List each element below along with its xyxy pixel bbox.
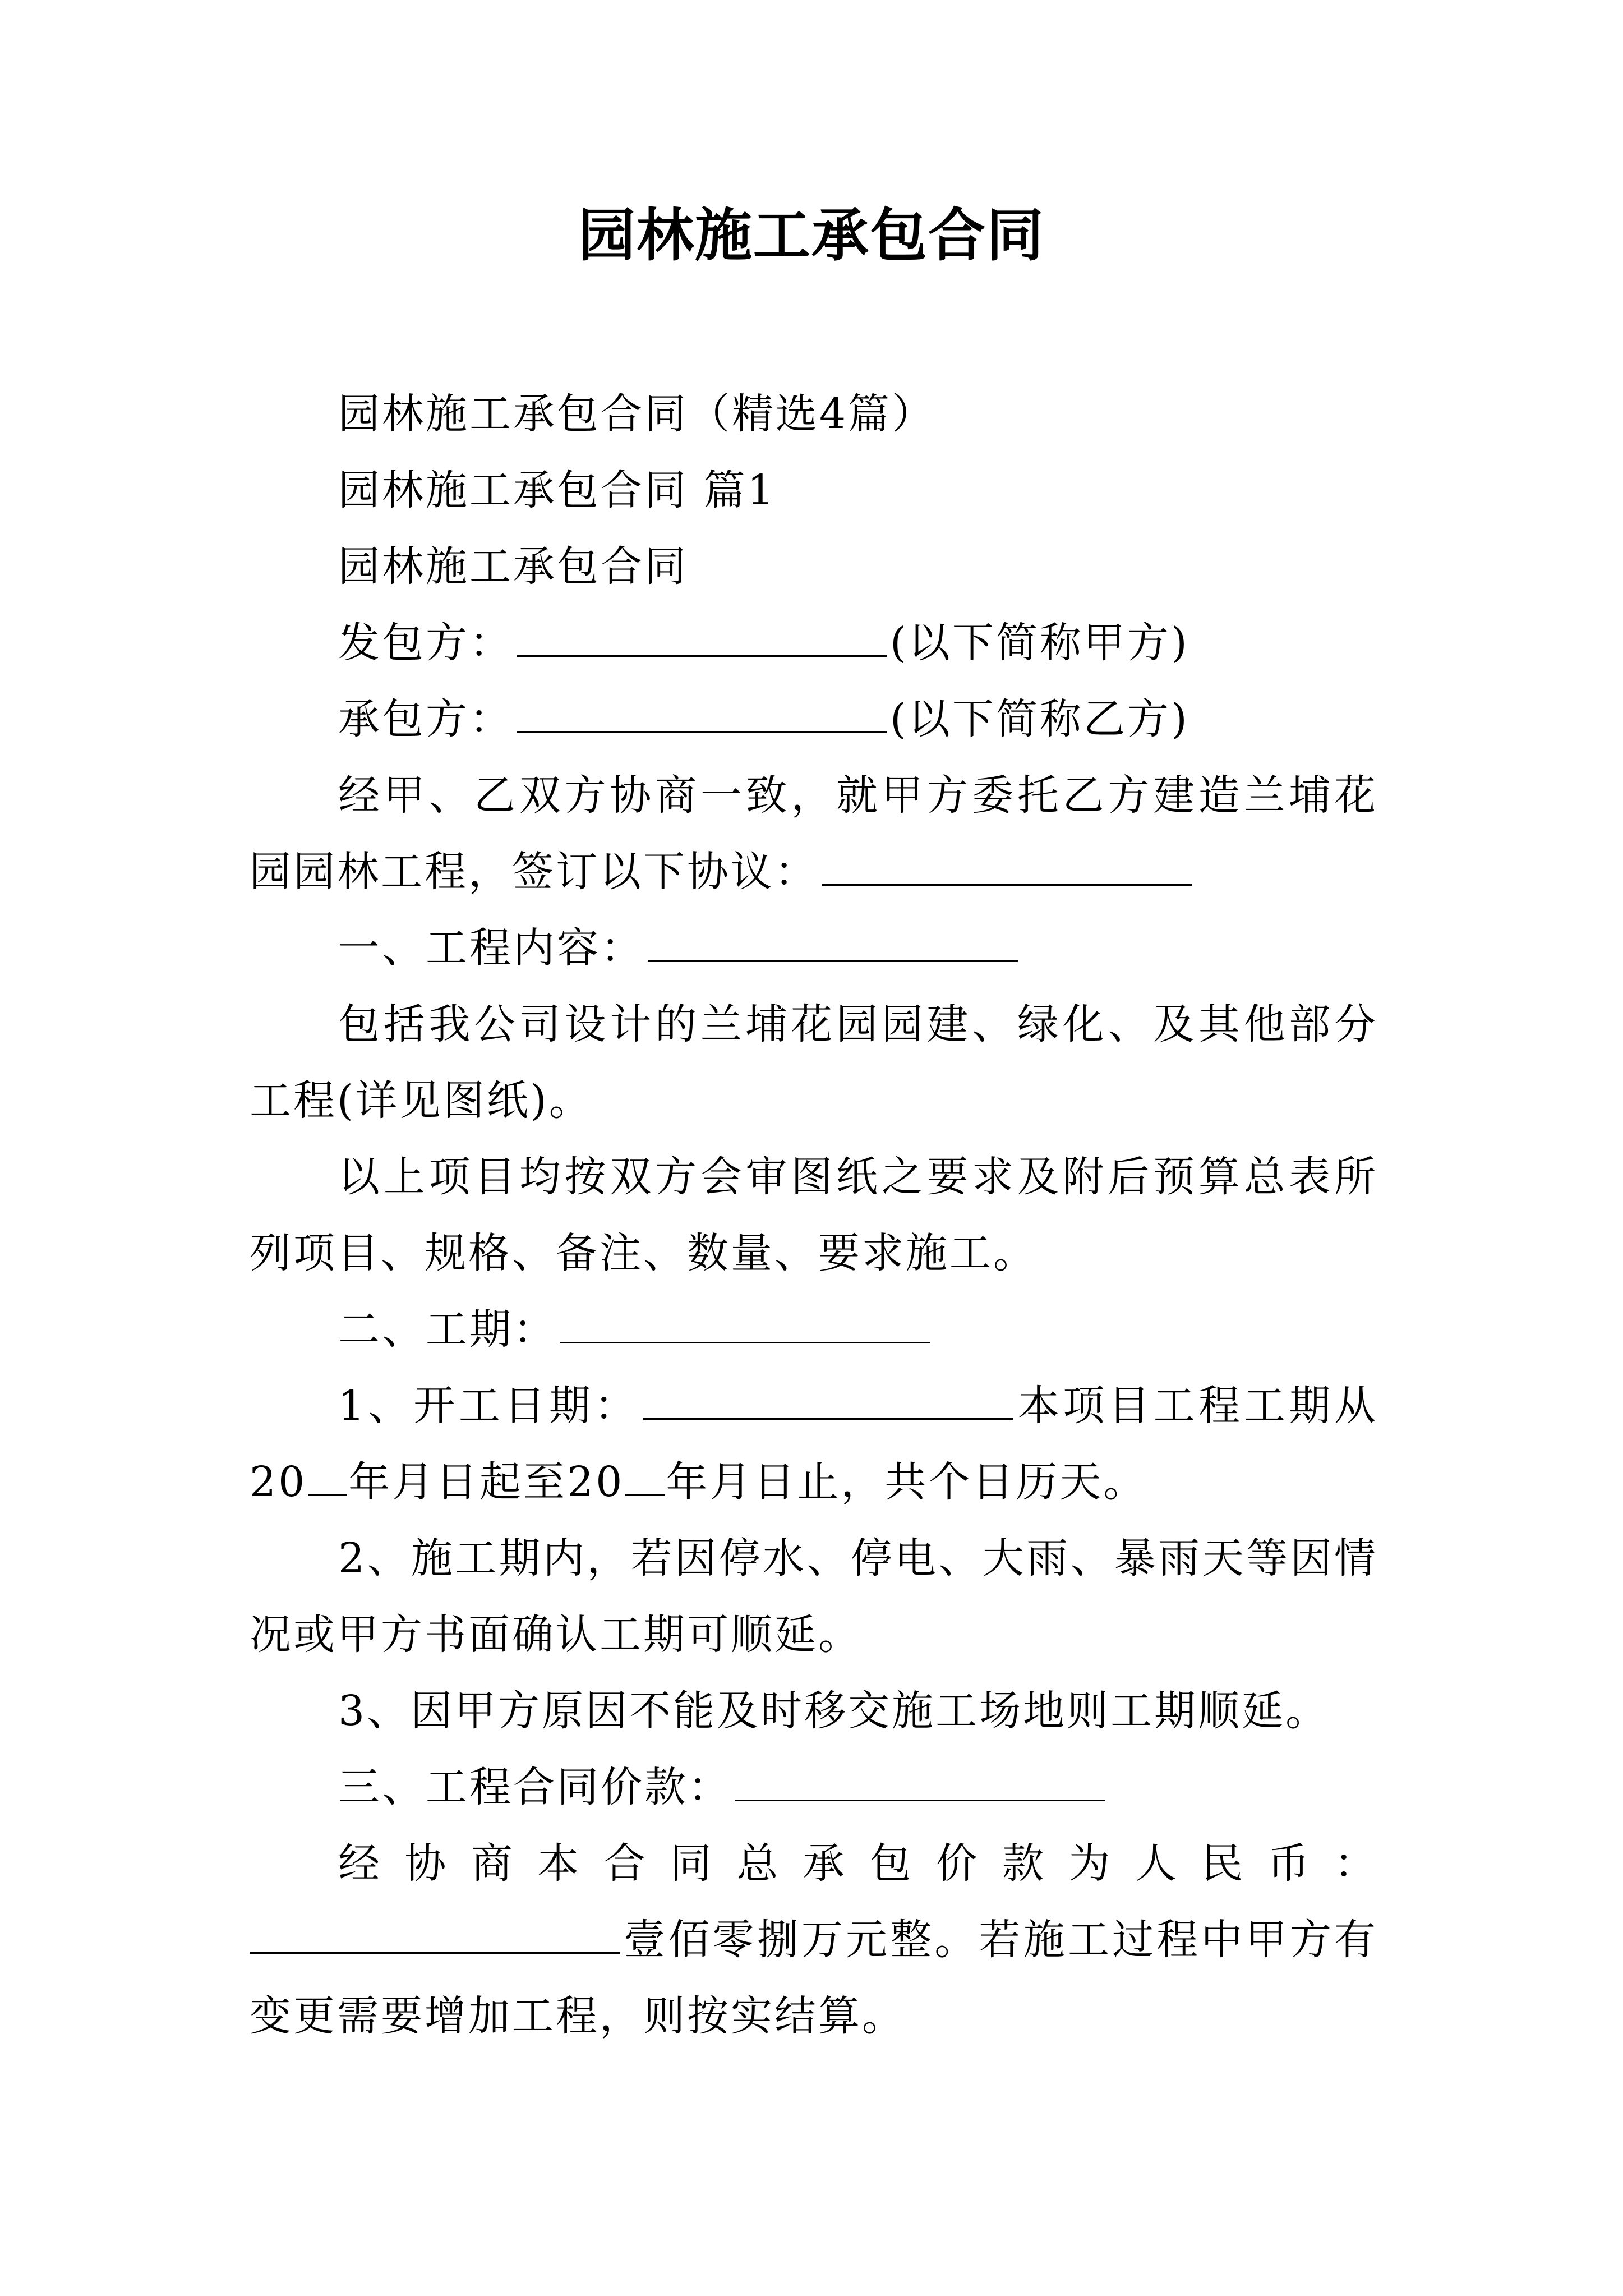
section3-blank — [735, 1766, 1105, 1801]
party-a-line — [250, 605, 1378, 681]
section3-heading — [250, 1749, 1378, 1825]
section1-paragraph-2: 以上项目均按双方会审图纸之要求及附后预算总表所列项目、规格、备注、数量、要求施工。 — [250, 1153, 1378, 1277]
price-blank — [250, 1918, 620, 1954]
item1-text-c: 年月日止，共个日历天。 — [666, 1458, 1147, 1506]
section3-heading-text: 三、工程合同价款： — [338, 1763, 732, 1811]
party-b-blank — [517, 698, 887, 733]
price-text: 壹佰零捌万元整。若施工过程中甲方有变更需要增加工程，则按实结算。 — [250, 1916, 1378, 2040]
section2-heading — [250, 1291, 1378, 1368]
party-b-line — [250, 681, 1378, 757]
item1-text-a: 本项目工程工期从20 — [250, 1382, 1378, 1506]
item2-paragraph: 2、施工期内，若因停水、停电、大雨、暴雨天等因情况或甲方书面确认工期可顺延。 — [250, 1534, 1378, 1659]
price-paragraph — [250, 1902, 1378, 2054]
subtitle-line: 园林施工承包合同（精选4篇） — [338, 390, 936, 438]
item1-paragraph — [250, 1368, 1378, 1520]
party-a-label: 发包方： — [338, 619, 513, 667]
item1-label: 1、开工日期： — [338, 1382, 640, 1430]
section2-blank — [560, 1308, 930, 1343]
item1-text-b: 年月日起至20 — [348, 1458, 625, 1506]
price-label-line: 经协商本合同总承包价款为人民币： — [338, 1839, 1378, 1888]
item1-blank — [643, 1384, 1013, 1420]
chapter-line: 园林施工承包合同 篇1 — [338, 466, 776, 514]
party-b-suffix: (以下简称乙方) — [890, 695, 1189, 743]
year-blank-2 — [625, 1461, 665, 1496]
intro-paragraph — [250, 757, 1378, 910]
party-b-label: 承包方： — [338, 695, 513, 743]
section1-blank — [648, 927, 1018, 962]
section1-heading-text: 一、工程内容： — [338, 924, 644, 972]
item3-paragraph: 3、因甲方原因不能及时移交施工场地则工期顺延。 — [338, 1687, 1330, 1735]
document-title: 园林施工承包合同 — [578, 202, 1045, 269]
year-blank-1 — [308, 1461, 347, 1496]
party-a-blank — [517, 622, 887, 657]
intro-blank — [822, 850, 1192, 886]
intro-text: 经甲、乙双方协商一致，就甲方委托乙方建造兰埔花园园林工程，签订以下协议： — [250, 771, 1378, 896]
section1-heading — [250, 910, 1378, 986]
section2-heading-text: 二、工期： — [338, 1305, 557, 1354]
document-body — [250, 376, 1378, 2054]
section1-paragraph-1: 包括我公司设计的兰埔花园园建、绿化、及其他部分工程(详见图纸)。 — [250, 1000, 1378, 1125]
party-a-suffix: (以下简称甲方) — [890, 619, 1189, 667]
contract-name-line: 园林施工承包合同 — [338, 542, 688, 591]
